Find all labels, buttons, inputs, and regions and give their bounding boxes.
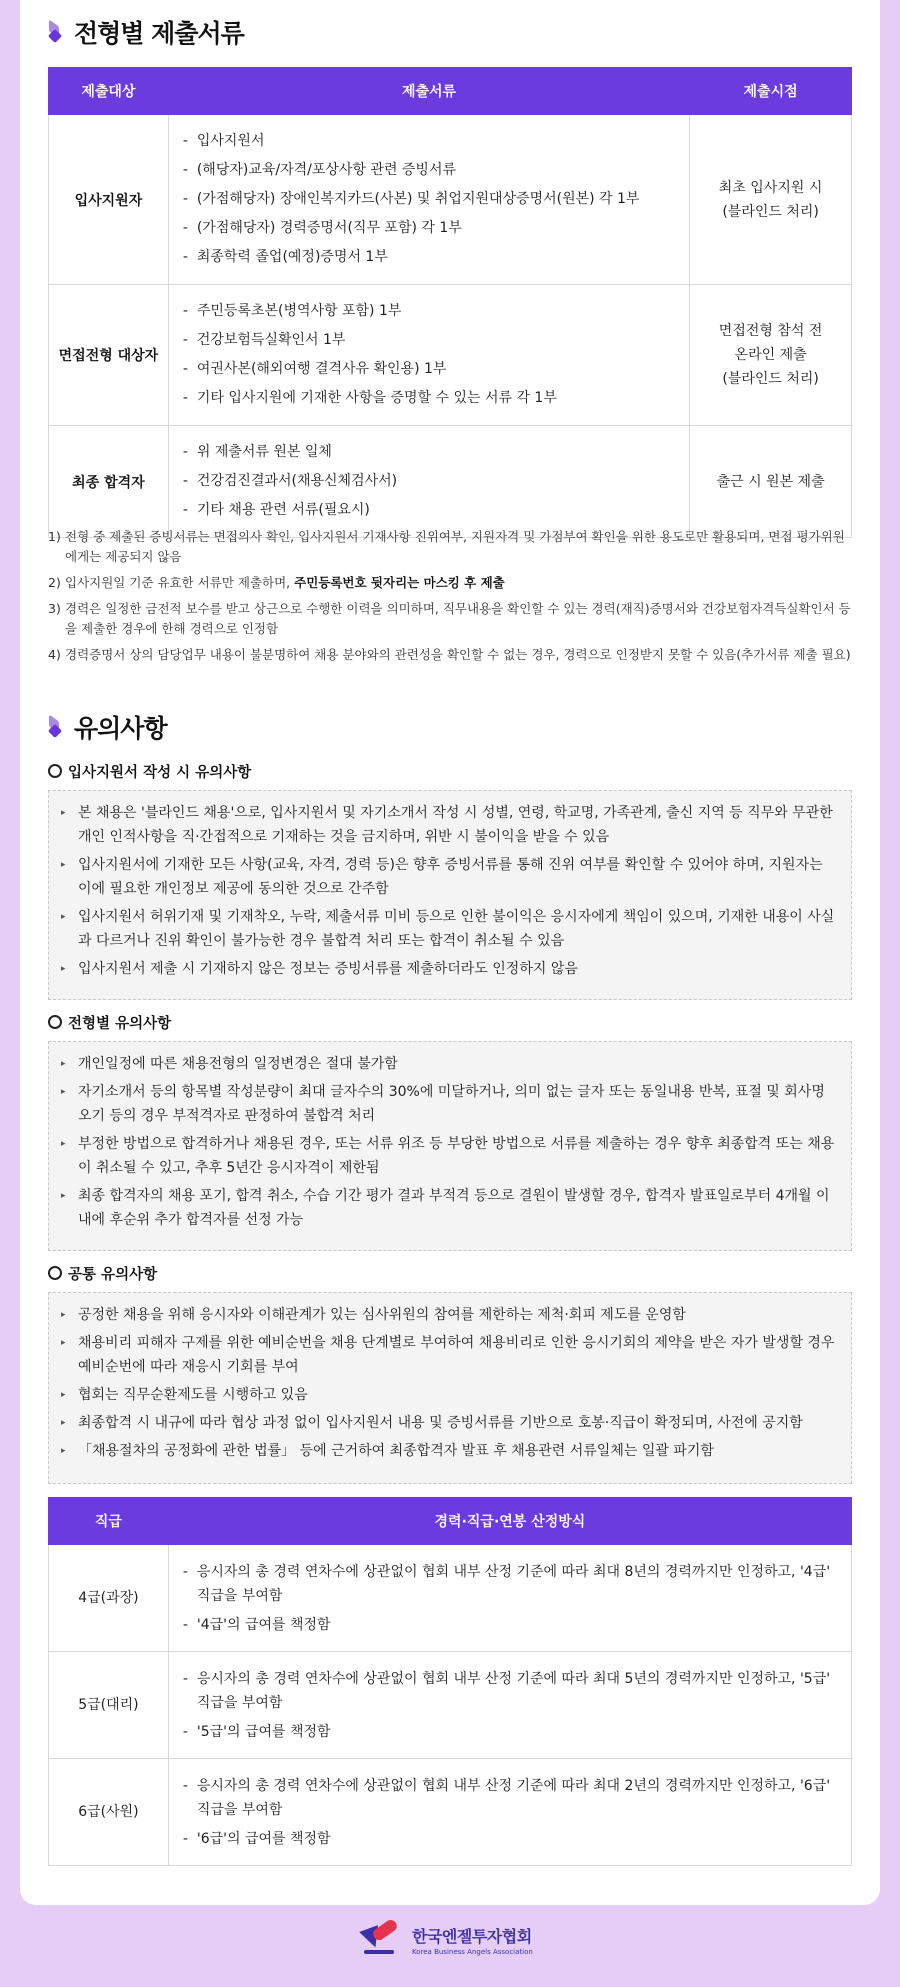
caution-item: ▸ 최종합격 시 내규에 따라 협상 과정 없이 입사지원서 내용 및 증빙서류를 기반으로 호봉·직급이 확정되며, 사전에 공지함 [61, 1411, 837, 1435]
section-marker-icon [48, 21, 64, 43]
footnote-text: 입사지원일 기준 유효한 서류만 제출하며, [65, 575, 295, 590]
caution-heading [48, 1011, 852, 1033]
footnote-number: 4) [48, 647, 61, 662]
section-heading: 유의사항 [74, 714, 167, 743]
target-cell: 최종 합격자 [49, 426, 169, 538]
timing-line: (블라인드 처리) [722, 371, 819, 387]
doc-item: - 최종학력 졸업(예정)증명서 1부 [183, 243, 675, 272]
caution-item: ▸ 입사지원서에 기재한 모든 사항(교육, 자격, 경력 등)은 향후 증빙서류를 통해 진위 여부를 확인할 수 있어야 하며, 지원자는 이에 필요한 개인정보 제공에 동의한 것으로 간주함 [61, 853, 837, 901]
caution-heading [48, 1262, 852, 1284]
documents-table-wrap [48, 67, 852, 538]
doc-item: - (가점해당자) 경력증명서(직무 포함) 각 1부 [183, 214, 675, 243]
doc-item: - 여권사본(해외여행 결격사유 확인용) 1부 [183, 355, 675, 384]
grade-table-wrap [48, 1497, 852, 1866]
caution-item: ▸ 본 채용은 '블라인드 채용'으로, 입사지원서 및 자기소개서 작성 시 성별, 연령, 학교명, 가족관계, 출신 지역 등 직무와 무관한 개인 인적사항을 직·간접적으로 기재하는 것을 금지하며, 위반 시 불이익을 받을 수 있음 [61, 801, 837, 849]
caution-item: ▸ 「채용절차의 공정화에 관한 법률」 등에 근거하여 최종합격자 발표 후 채용관련 서류일체는 일괄 파기함 [61, 1439, 837, 1463]
table-row [49, 1759, 852, 1866]
doc-item: - 건강검진결과서(채용신체검사서) [183, 467, 675, 496]
table-header-row [49, 68, 852, 115]
column-header: 경력·직급·연봉 산정방식 [168, 1498, 851, 1545]
grade-line: - 응시자의 총 경력 연차수에 상관없이 협회 내부 산정 기준에 따라 최대 8년의 경력까지만 인정하고, '4급' 직급을 부여함 [183, 1557, 837, 1610]
timing-cell [690, 285, 852, 426]
caution-group [48, 1262, 852, 1484]
caution-item: ▸ 자기소개서 등의 항목별 작성분량이 최대 글자수의 30%에 미달하거나, 의미 없는 글자 또는 동일내용 반복, 표절 및 회사명 오기 등의 경우 부적격자로 판정하여 불합격 처리 [61, 1080, 837, 1128]
footnote-text: 경력은 일정한 금전적 보수를 받고 상근으로 수행한 이력을 의미하며, 직무내용을 확인할 수 있는 경력(재직)증명서와 건강보험자격득실확인서 등을 제출한 경우에 한해 경력으로 인정함 [65, 601, 851, 636]
table-header-row [49, 1498, 852, 1545]
section-heading: 전형별 제출서류 [74, 19, 244, 48]
timing-line: 면접전형 참석 전 [718, 323, 823, 339]
column-header: 제출시점 [690, 68, 852, 115]
circle-bullet-icon [48, 1015, 62, 1029]
target-cell: 면접전형 대상자 [49, 285, 169, 426]
caution-item: ▸ 채용비리 피해자 구제를 위한 예비순번을 채용 단계별로 부여하여 채용비리로 인한 응시기회의 제약을 받은 자가 발생할 경우 예비순번에 따라 재응시 기회를 부여 [61, 1331, 837, 1379]
table-row [49, 285, 852, 426]
doc-item: - 기타 채용 관련 서류(필요시) [183, 496, 675, 525]
footnote-number: 1) [48, 529, 61, 544]
caution-box [48, 1292, 852, 1484]
logo-text [412, 1924, 533, 1956]
grade-cell: 6급(사원) [49, 1759, 169, 1866]
column-header: 제출서류 [168, 68, 689, 115]
caution-group [48, 1011, 852, 1251]
caution-item: ▸ 공정한 채용을 위해 응시자와 이해관계가 있는 심사위원의 참여를 제한하는 제척·회피 제도를 운영함 [61, 1303, 837, 1327]
table-row [49, 1545, 852, 1652]
grade-cell: 4급(과장) [49, 1545, 169, 1652]
caution-item: ▸ 입사지원서 제출 시 기재하지 않은 정보는 증빙서류를 제출하더라도 인정하지 않음 [61, 957, 837, 981]
grade-table [48, 1497, 852, 1866]
caution-group [48, 760, 852, 1000]
timing-cell [690, 115, 852, 285]
caution-heading [48, 760, 852, 782]
table-row [49, 115, 852, 285]
org-name-kr: 한국엔젤투자협회 [412, 1927, 532, 1946]
footnote-text-wrap [65, 573, 505, 593]
grade-desc-cell [168, 1759, 851, 1866]
doc-item: - 입사지원서 [183, 127, 675, 156]
grade-line: - '5급'의 급여를 책정함 [183, 1717, 837, 1746]
association-logo-icon [360, 1922, 404, 1958]
table-row [49, 426, 852, 538]
section-title-documents [48, 12, 852, 52]
content-card [20, 0, 880, 1905]
caution-item: ▸ 개인일정에 따른 채용전형의 일정변경은 절대 불가함 [61, 1052, 837, 1076]
footnote [48, 645, 852, 665]
caution-box [48, 790, 852, 1000]
documents-table [48, 67, 852, 538]
grade-desc-cell [168, 1545, 851, 1652]
caution-item: ▸ 입사지원서 허위기재 및 기재착오, 누락, 제출서류 미비 등으로 인한 불이익은 응시자에게 책임이 있으며, 기재한 내용이 사실과 다르거나 진위 확인이 불가능한 경우 불합격 처리 또는 합격이 취소될 수 있음 [61, 905, 837, 953]
footnote-text: 경력증명서 상의 담당업무 내용이 불분명하여 채용 분야와의 관련성을 확인할 수 없는 경우, 경력으로 인정받지 못할 수 있음(추가서류 제출 필요) [65, 647, 851, 662]
caution-item: ▸ 협회는 직무순환제도를 시행하고 있음 [61, 1383, 837, 1407]
footnote-number: 3) [48, 601, 61, 616]
doc-item: - 주민등록초본(병역사항 포함) 1부 [183, 297, 675, 326]
caution-heading-text: 입사지원서 작성 시 유의사항 [68, 764, 252, 781]
footnote [48, 573, 852, 593]
timing-line: 출근 시 원본 제출 [716, 473, 825, 490]
grade-line: - 응시자의 총 경력 연차수에 상관없이 협회 내부 산정 기준에 따라 최대 2년의 경력까지만 인정하고, '6급' 직급을 부여함 [183, 1771, 837, 1824]
footnote [48, 599, 852, 639]
grade-desc-cell [168, 1652, 851, 1759]
caution-item: ▸ 최종 합격자의 채용 포기, 합격 취소, 수습 기간 평가 결과 부적격 등으로 결원이 발생할 경우, 합격자 발표일로부터 4개월 이내에 후순위 추가 합격자를 선정 가능 [61, 1184, 837, 1232]
docs-cell [168, 426, 689, 538]
table-row [49, 1652, 852, 1759]
timing-cell [690, 426, 852, 538]
circle-bullet-icon [48, 764, 62, 778]
footnote-emphasis: 주민등록번호 뒷자리는 마스킹 후 제출 [294, 575, 505, 590]
doc-item: - 기타 입사지원에 기재한 사항을 증명할 수 있는 서류 각 1부 [183, 384, 675, 413]
timing-line: 온라인 제출 [734, 347, 807, 363]
org-name-en: Korea Business Angels Association [412, 1948, 533, 1956]
doc-item: - 위 제출서류 원본 일체 [183, 438, 675, 467]
doc-item: - 건강보험득실확인서 1부 [183, 326, 675, 355]
target-cell: 입사지원자 [49, 115, 169, 285]
footnote [48, 527, 852, 567]
timing-line: (블라인드 처리) [722, 203, 819, 220]
footnote-number: 2) [48, 575, 61, 590]
circle-bullet-icon [48, 1266, 62, 1280]
caution-heading-text: 공통 유의사항 [68, 1266, 158, 1283]
grade-line: - '6급'의 급여를 책정함 [183, 1824, 837, 1853]
doc-item: - (가점해당자) 장애인복지카드(사본) 및 취업지원대상증명서(원본) 각 1부 [183, 185, 675, 214]
docs-cell [168, 115, 689, 285]
grade-line: - '4급'의 급여를 책정함 [183, 1610, 837, 1639]
column-header: 제출대상 [49, 68, 169, 115]
section-marker-icon [48, 716, 64, 738]
footnote-text: 전형 중 제출된 증빙서류는 면접의사 확인, 입사지원서 기재사항 진위여부, 지원자격 및 가점부여 확인을 위한 용도로만 활용되며, 면접 평가위원에게는 제공되지 않음 [65, 529, 845, 564]
caution-heading-text: 전형별 유의사항 [68, 1015, 172, 1032]
doc-item: - (해당자)교육/자격/포상사항 관련 증빙서류 [183, 156, 675, 185]
column-header: 직급 [49, 1498, 169, 1545]
docs-cell [168, 285, 689, 426]
caution-item: ▸ 부정한 방법으로 합격하거나 채용된 경우, 또는 서류 위조 등 부당한 방법으로 서류를 제출하는 경우 향후 최종합격 또는 채용이 취소될 수 있고, 추후 5년간 응시자격이 제한됨 [61, 1132, 837, 1180]
section-title-cautions [48, 707, 852, 747]
footer-logo[interactable] [360, 1922, 533, 1958]
timing-line: 최초 입사지원 시 [718, 179, 823, 196]
footnotes [48, 527, 852, 671]
grade-cell: 5급(대리) [49, 1652, 169, 1759]
grade-line: - 응시자의 총 경력 연차수에 상관없이 협회 내부 산정 기준에 따라 최대 5년의 경력까지만 인정하고, '5급' 직급을 부여함 [183, 1664, 837, 1717]
caution-box [48, 1041, 852, 1251]
